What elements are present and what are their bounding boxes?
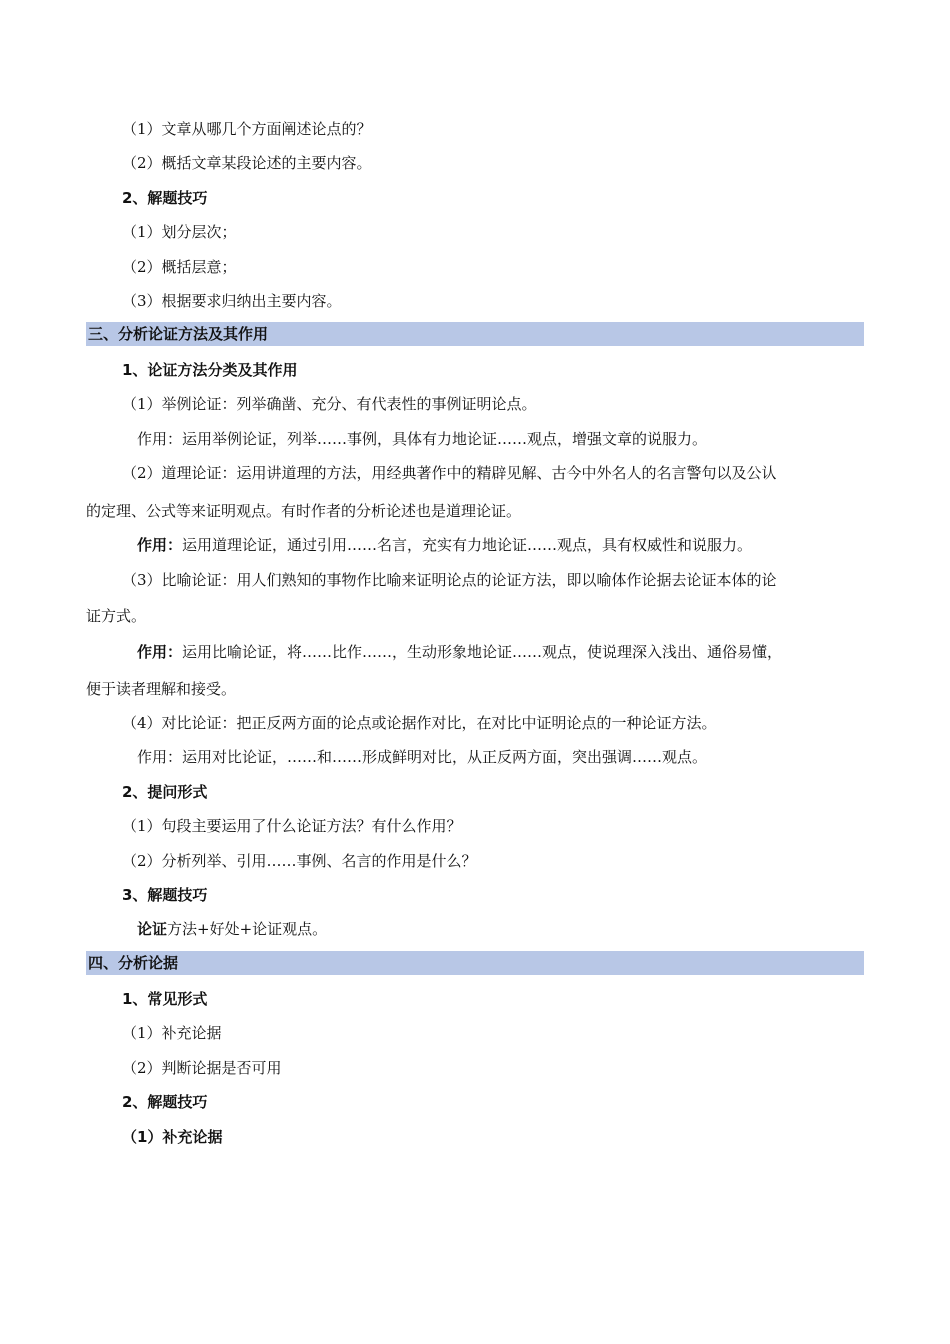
question-form-item-2: （2）分析列举、引用……事例、名言的作用是什么？ [122,852,477,870]
method-reasoning-effect [137,534,752,556]
formula-label: 论证 [137,920,168,938]
effect-text: 运用道理论证，通过引用……名言，充实有力地论证……观点，具有权威性和说服力。 [182,536,753,554]
method-example-effect: 作用：运用举例论证，列举……事例，具体有力地论证……观点，增强文章的说服力。 [137,430,708,448]
tip-supplement-evidence: （1）补充论据 [122,1128,223,1146]
method-contrast-effect: 作用：运用对比论证，……和……形成鲜明对比，从正反两方面，突出强调……观点。 [137,748,708,766]
section-heading-4-text: 四、分析论据 [88,954,179,972]
solving-formula [137,918,327,940]
subheading-common-forms: 1、常见形式 [122,990,208,1008]
subheading-solving-tips-3: 3、解题技巧 [122,886,208,904]
section-heading-4 [86,951,864,975]
section-heading-3-text: 三、分析论证方法及其作用 [88,325,269,343]
subheading-solving-tips-4: 2、解题技巧 [122,1093,208,1111]
method-example: （1）举例论证：列举确凿、充分、有代表性的事例证明论点。 [122,395,537,413]
subheading-question-forms: 2、提问形式 [122,783,208,801]
method-reasoning-line-1: （2）道理论证：运用讲道理的方法，用经典著作中的精辟见解、古今中外名人的名言警句以及公认 [122,464,777,482]
formula-text: 方法+好处+论证观点。 [167,920,328,938]
subheading-solving-tips: 2、解题技巧 [122,189,208,207]
tip-item-1: （1）划分层次； [122,223,237,241]
question-form-1: （1）文章从哪几个方面阐述论点的？ [122,120,372,138]
method-metaphor-line-1: （3）比喻论证：用人们熟知的事物作比喻来证明论点的论证方法，即以喻体作论据去论证本体的论 [122,571,777,589]
effect-text: 运用比喻论证，将……比作……，生动形象地论证……观点，使说理深入浅出、通俗易懂， [182,643,783,661]
method-metaphor-effect-line-2: 便于读者理解和接受。 [86,680,237,698]
question-form-item-1: （1）句段主要运用了什么论证方法？有什么作用？ [122,817,462,835]
tip-item-2: （2）概括层意； [122,258,237,276]
tip-item-3: （3）根据要求归纳出主要内容。 [122,292,342,310]
method-metaphor-effect [137,641,782,663]
method-metaphor-line-2: 证方式。 [86,607,147,625]
subheading-methods: 1、论证方法分类及其作用 [122,361,298,379]
section-heading-3 [86,322,864,346]
effect-label: 作用： [137,643,183,661]
method-reasoning-line-2: 的定理、公式等来证明观点。有时作者的分析论述也是道理论证。 [86,502,522,520]
effect-label: 作用： [137,536,183,554]
common-form-item-1: （1）补充论据 [122,1024,222,1042]
common-form-item-2: （2）判断论据是否可用 [122,1059,282,1077]
method-contrast: （4）对比论证：把正反两方面的论点或论据作对比，在对比中证明论点的一种论证方法。 [122,714,717,732]
question-form-2: （2）概括文章某段论述的主要内容。 [122,154,372,172]
